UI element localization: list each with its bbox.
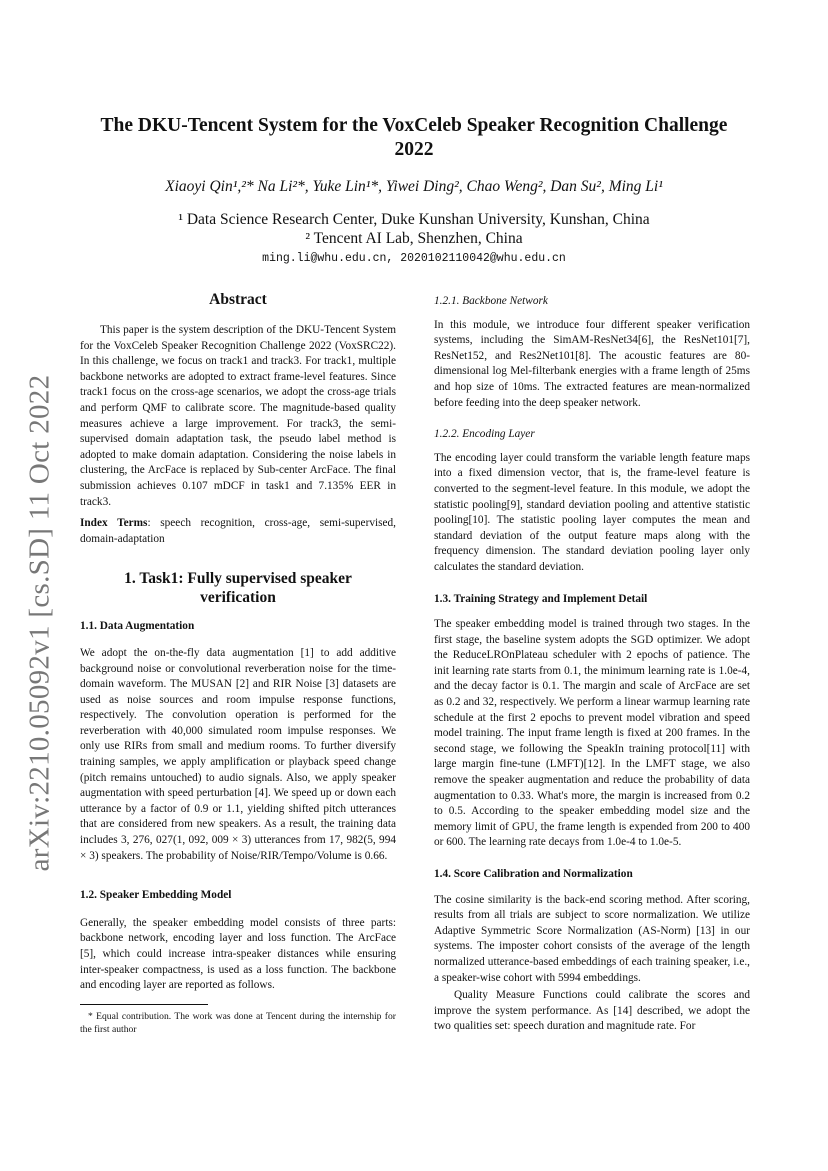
footnote-block (80, 1000, 396, 1036)
section-1-2-1-heading: 1.2.1. Backbone Network (434, 295, 548, 307)
section-1-2-2-text: The encoding layer could transform the variable length feature maps into a fixed dimension vector, that is, the frame-level feature is converted to the segment-level feature. In this module, we adopt the statistic pooling[9], standard deviation pooling and attentive statistic pooling[10]. The statistic pooling layer computes the mean and standard deviation of the output feature maps along with the frequency dimension. The standard deviation pooling layer only calculates the standard deviation. (434, 451, 750, 573)
section-1-heading: 1. Task1: Fully supervised speaker verification (124, 570, 352, 607)
section-1-2-heading: 1.2. Speaker Embedding Model (80, 889, 232, 902)
affiliation-2: ² Tencent AI Lab, Shenzhen, China (305, 230, 523, 247)
footnote-rule (80, 1004, 208, 1005)
index-terms (80, 516, 396, 547)
left-column (80, 290, 396, 994)
abstract-text: This paper is the system description of the DKU-Tencent System for the VoxCeleb Speaker Recognition Challenge 2022 (VoxSRC22). In this challenge, we focus on track1 and track3. For track1, multiple backbone networks are adopted to extract frame-level features. Since track1 focus on the cross-age scenarios, we adopt the cross-age trials and perform QMF to calibrate score. The magnitude-based quality measures achieve a large improvement. For track3, the semi-supervised domain adaptation task, the pseudo label method is adopted to make domain adaptation. Considering the noise labels in clustering, the ArcFace is replaced by Sub-center ArcFace. The final submission achieves 0.107 mDCF in task1 and 7.135% EER in track3. (80, 324, 396, 508)
index-terms-text: : speech recognition, cross-age, semi-supervised, domain-adaptation (80, 517, 396, 545)
section-1-2-text: Generally, the speaker embedding model consists of three parts: backbone network, encoding layer and loss function. The ArcFace [5], which could increase intra-speaker distances while ensuring inter-speaker compactness, is used as a loss function. The backbone and encoding layer are reported as follows. (80, 916, 396, 992)
section-1-1-text: We adopt the on-the-fly data augmentation [1] to add additive background noise or convolutional reverberation noise for the time-domain waveform. The MUSAN [2] and RIR Noise [3] datasets are used as noise sources and room impulse response functions, respectively. The convolution operation is performed for the reverberation with 40,000 simulated room impulse responses. We only use RIRs from small and medium rooms. To further diversify training samples, we apply amplification or playback speed change (pitch remains untouched) to audio signals. Also, we apply speaker augmentation with speed perturbation [4]. We speed up or down each utterance by a factor of 0.9 or 1.1, yielding shifted pitch utterances that are considered from new speakers. As a result, the training data includes 3, 276, 027(1, 092, 009 × 3) utterances from 17, 982(5, 994 × 3) speakers. The probability of Noise/RIR/Tempo/Volume is 0.66. (80, 646, 396, 862)
section-1-2-2-heading: 1.2.2. Encoding Layer (434, 428, 535, 441)
section-1-4-text-2: Quality Measure Functions could calibrate the scores and improve the system performance. As [14] described, we adopt the two qualities set: speech duration and magnitude rate. For (434, 989, 750, 1033)
section-1-2-1-text: In this module, we introduce four different speaker verification systems, including the SimAM-ResNet34[6], the ResNet101[7], ResNet152, and Res2Net101[8]. The acoustic features are 80-dimensional log Mel-filterbank energies with a frame length of 25ms and hop size of 10ms. The extracted features are mean-normalized before feeding into the deep speaker network. (434, 318, 750, 409)
section-1-4-text: The cosine similarity is the back-end scoring method. After scoring, results from all trials are subject to score normalization. We utilize Adaptive Symmetric Score Normalization (AS-Norm) [13] in our systems. The imposter cohort consists of the average of the length normalized utterance-based embeddings of each training speaker, i.e., a speaker-wise cohort with 5994 embeddings. (434, 893, 750, 984)
arxiv-identifier: arXiv:2210.05092v1 [cs.SD] 11 Oct 2022 (23, 374, 56, 872)
section-1-3-heading: 1.3. Training Strategy and Implement Detail (434, 592, 648, 605)
paper-title: The DKU-Tencent System for the VoxCeleb Speaker Recognition Challenge 2022 (100, 115, 728, 160)
section-1-1-heading: 1.1. Data Augmentation (80, 620, 195, 633)
author-emails: ming.li@whu.edu.cn, 2020102110042@whu.edu.cn (262, 252, 566, 265)
abstract-heading: Abstract (209, 291, 267, 308)
footnote-text: * Equal contribution. The work was done at Tencent during the internship for the first author (80, 1011, 396, 1035)
author-list: Xiaoyi Qin¹,²* Na Li²*, Yuke Lin¹*, Yiwei Ding², Chao Weng², Dan Su², Ming Li¹ (165, 178, 663, 195)
arxiv-sidebar (22, 368, 58, 878)
section-1-3-text: The speaker embedding model is trained through two stages. In the first stage, the baseline system adopts the SGD optimizer. We adopt the ReduceLROnPlateau scheduler with 2 epochs of patience. The init learning rate starts from 0.1, the minimum learning rate is 1.0e-4, and the decay factor is 0.1. The margin and scale of ArcFace are set as 0.2 and 32, respectively. We perform a linear warmup learning rate schedule at the first 2 epochs to prevent model vibration and speed model training. The input frame length is fixed at 200 frames. In the second stage, we following the SpeakIn training protocol[11] with large margin fine-tune (LMFT)[12]. In the LMFT stage, we also remove the speaker augmentation and reduce the probability of data augmentation to 0.33. What's more, the margin is increased from 0.2 to 0.5. According to the speaker embedding model size and the memory limit of GPU, the frame length is expended from 200 to 400 or 600. The learning rate decays from 1.0e-4 to 1.0e-5. (434, 618, 750, 849)
right-column (434, 294, 750, 1035)
section-1-4-heading: 1.4. Score Calibration and Normalization (434, 868, 633, 880)
index-terms-label: Index Terms (80, 517, 148, 530)
affiliation-1: ¹ Data Science Research Center, Duke Kunshan University, Kunshan, China (178, 211, 650, 228)
